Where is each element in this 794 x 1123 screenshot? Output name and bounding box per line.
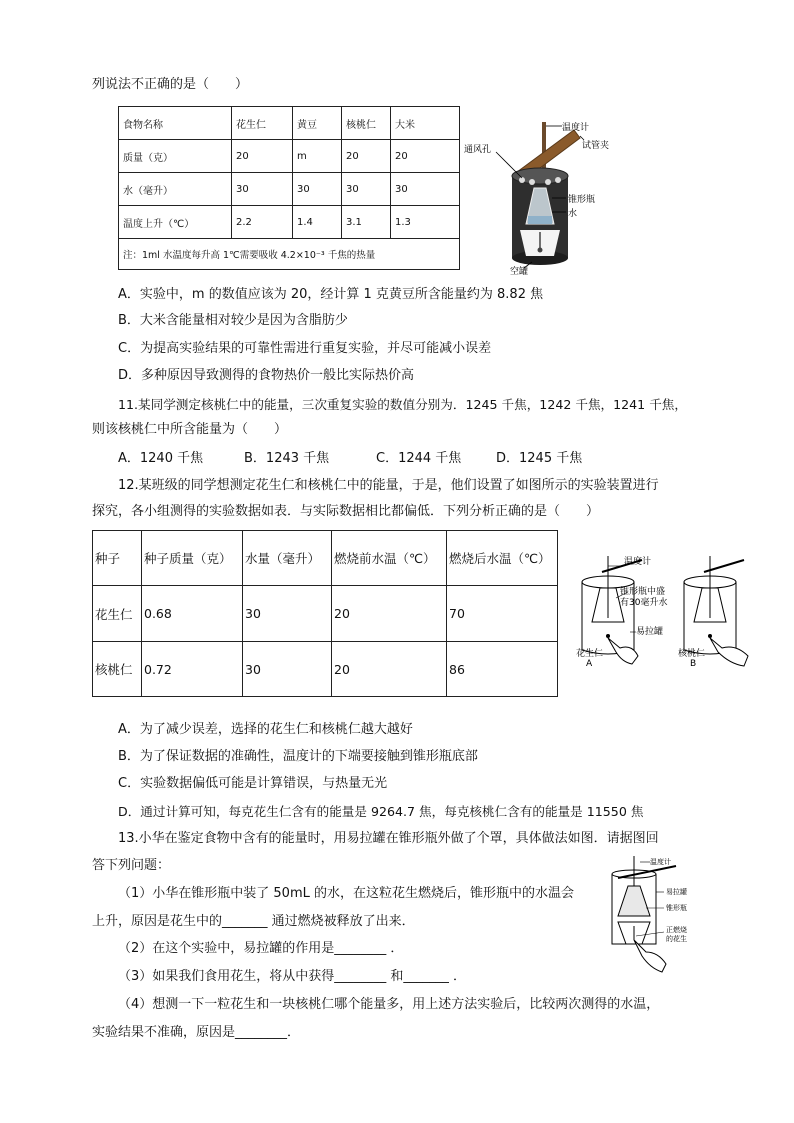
table-header-cell: 食物名称 xyxy=(119,107,232,140)
q11-stem-line1: 11.某同学测定核桃仁中的能量，三次重复实验的数值分别为．1245 千焦，1242 千焦，1241 千焦， xyxy=(118,397,687,412)
table-cell: 20 xyxy=(391,140,460,173)
table-cell: 30 xyxy=(391,173,460,206)
table-row xyxy=(93,586,558,642)
fig-label-tube-clamp: 试管夹 xyxy=(582,141,610,151)
table-header-cell: 黄豆 xyxy=(293,107,342,140)
table-header-cell: 大米 xyxy=(391,107,460,140)
table-cell: 20 xyxy=(342,140,391,173)
q12-stem-line2: 探究，各小组测得的实验数据如表．与实际数据相比都偏低．下列分析正确的是（ ） xyxy=(92,504,600,519)
fig-label-flask: 锥形瓶 xyxy=(568,195,596,205)
fig-label-peanut: 花生仁 xyxy=(576,649,604,659)
table-row xyxy=(119,173,460,206)
table-note: 注：1ml 水温度每升高 1℃需要吸收 4.2×10⁻³ 千焦的热量 xyxy=(119,239,460,270)
table-cell: 30 xyxy=(243,642,332,697)
fig-label-thermometer: 温度计 xyxy=(650,858,671,866)
table-row xyxy=(93,642,558,697)
table-header-cell: 种子 xyxy=(93,531,142,586)
table-cell: 1.4 xyxy=(293,206,342,239)
q13-apparatus-figure xyxy=(606,852,712,978)
q13-sub3: （3）如果我们食用花生，将从中获得________ 和_______ ． xyxy=(118,969,467,984)
q12-seed-table xyxy=(92,530,558,697)
fig-label-b: B xyxy=(690,659,697,669)
table-row xyxy=(119,140,460,173)
q13-sub1-line1: （1）小华在锥形瓶中装了 50mL 的水，在这粒花生燃烧后，锥形瓶中的水温会 xyxy=(118,886,574,901)
table-header-cell: 燃烧后水温（℃） xyxy=(447,531,558,586)
fig-label-can: 空罐 xyxy=(510,267,529,277)
table-cell: 30 xyxy=(293,173,342,206)
fig-label-flask-line2: 有30毫升水 xyxy=(620,598,668,608)
table-cell: m xyxy=(293,140,342,173)
table-cell: 2.2 xyxy=(232,206,293,239)
table-cell: 30 xyxy=(232,173,293,206)
fig-label-burning-peanut-2: 的花生 xyxy=(666,935,687,943)
q12-option-c: C．实验数据偏低可能是计算错误，与热量无光 xyxy=(118,776,388,791)
q10-option-d: D．多种原因导致测得的食物热价一般比实际热价高 xyxy=(118,368,415,383)
q12-option-a: A．为了减少误差，选择的花生仁和核桃仁越大越好 xyxy=(118,722,413,737)
fig-label-a: A xyxy=(586,659,593,669)
table-header-cell: 种子质量（克） xyxy=(142,531,243,586)
q10-option-b: B．大米含能量相对较少是因为含脂肪少 xyxy=(118,313,348,328)
q13-sub4-line1: （4）想测一下一粒花生和一块核桃仁哪个能量多，用上述方法实验后，比较两次测得的水温， xyxy=(118,997,660,1012)
table-header-cell: 核桃仁 xyxy=(342,107,391,140)
q13-sub1-line2: 上升，原因是花生中的_______ 通过燃烧被释放了出来． xyxy=(92,914,415,929)
q10-apparatus-figure xyxy=(462,112,632,277)
table-cell: 核桃仁 xyxy=(93,642,142,697)
table-cell: 20 xyxy=(332,642,447,697)
fig-label-flask-line1: 锥形瓶中盛 xyxy=(620,587,666,597)
table-cell: 30 xyxy=(243,586,332,642)
q12-apparatus-figure xyxy=(572,552,762,674)
table-cell: 花生仁 xyxy=(93,586,142,642)
q11-option-a: A．1240 千焦 xyxy=(118,451,204,466)
q11-option-b: B．1243 千焦 xyxy=(244,451,330,466)
table-cell: 0.72 xyxy=(142,642,243,697)
table-header-cell: 燃烧前水温（℃） xyxy=(332,531,447,586)
table-header-cell: 花生仁 xyxy=(232,107,293,140)
table-cell: 20 xyxy=(332,586,447,642)
q10-option-c: C．为提高实验结果的可靠性需进行重复实验，并尽可能减小误差 xyxy=(118,341,492,356)
table-cell: 70 xyxy=(447,586,558,642)
fig-label-can: 易拉罐 xyxy=(636,627,664,637)
q13-sub2: （2）在这个实验中，易拉罐的作用是________ ． xyxy=(118,941,404,956)
fig-label-can: 易拉罐 xyxy=(666,888,687,896)
q12-option-b: B．为了保证数据的准确性，温度计的下端要接触到锥形瓶底部 xyxy=(118,749,478,764)
table-cell: 30 xyxy=(342,173,391,206)
table-cell: 温度上升（℃） xyxy=(119,206,232,239)
table-cell: 0.68 xyxy=(142,586,243,642)
table-cell: 质量（克） xyxy=(119,140,232,173)
q13-stem-line1: 13.小华在鉴定食物中含有的能量时，用易拉罐在锥形瓶外做了个罩，具体做法如图．请据图回 xyxy=(118,831,659,846)
table-cell: 水（毫升） xyxy=(119,173,232,206)
q13-stem-line2: 答下列问题： xyxy=(92,858,171,873)
q12-option-d: D．通过计算可知，每克花生仁含有的能量是 9264.7 焦，每克核桃仁含有的能量是 11550 焦 xyxy=(118,804,644,819)
fig-label-thermometer: 温度计 xyxy=(562,123,590,133)
q12-stem-line1: 12.某班级的同学想测定花生仁和核桃仁中的能量，于是，他们设置了如图所示的实验装置进行 xyxy=(118,478,659,493)
fig-label-flask: 锥形瓶 xyxy=(666,904,687,912)
fig-label-vent: 通风孔 xyxy=(464,145,492,155)
table-note-row xyxy=(119,239,460,270)
fig-label-water: 水 xyxy=(568,209,578,219)
table-cell: 86 xyxy=(447,642,558,697)
table-cell: 3.1 xyxy=(342,206,391,239)
q13-sub4-line2: 实验结果不准确，原因是________． xyxy=(92,1025,301,1040)
q11-option-d: D．1245 千焦 xyxy=(496,451,583,466)
table-header-row xyxy=(93,531,558,586)
fig-label-burning-peanut-1: 正燃烧 xyxy=(666,926,687,934)
q11-stem-line2: 则该核桃仁中所含能量为（ ） xyxy=(92,422,288,437)
q11-option-c: C．1244 千焦 xyxy=(376,451,462,466)
table-cell: 1.3 xyxy=(391,206,460,239)
table-cell: 20 xyxy=(232,140,293,173)
fig-label-walnut: 核桃仁 xyxy=(678,649,706,659)
fig-label-thermometer: 温度计 xyxy=(624,557,652,567)
table-header-cell: 水量（毫升） xyxy=(243,531,332,586)
q10-stem-tail: 列说法不正确的是（ ） xyxy=(92,77,249,92)
table-row xyxy=(119,206,460,239)
q10-food-table xyxy=(118,106,460,270)
q10-option-a: A．实验中，m 的数值应该为 20，经计算 1 克黄豆所含能量约为 8.82 焦 xyxy=(118,287,544,302)
table-header-row xyxy=(119,107,460,140)
